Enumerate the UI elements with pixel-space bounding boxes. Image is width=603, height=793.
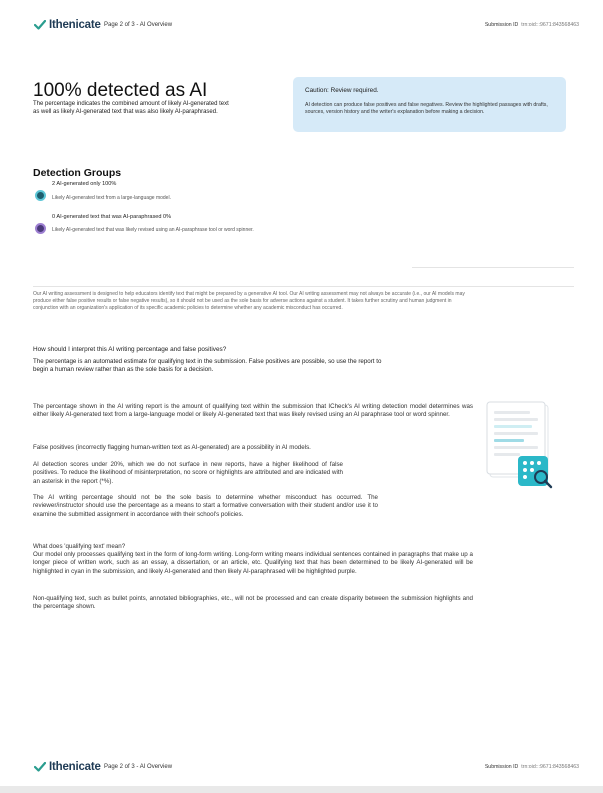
submission-id-value: trn:oid:::9671:843568463 (521, 22, 579, 28)
submission-id (485, 22, 579, 28)
explanation-paragraph: False positives (incorrectly flagging human-written text as AI-generated) are a possibility in AI models. (33, 444, 311, 451)
caution-title: Caution: Review required. (305, 87, 379, 94)
explanation-paragraph: The AI writing percentage should not be the sole basis to determine whether misconduct has occurred. The reviewer/instructor should use the percentage as a means to start a formative conversation with their student and/or use it to examine the submitted assignment in accordance with their school's policies. (33, 494, 378, 518)
divider (33, 286, 574, 287)
brand-logo (34, 761, 104, 773)
submission-id-value: trn:oid:::9671:843568463 (521, 764, 579, 770)
page-header (34, 17, 579, 33)
submission-id-label: Submission ID (484, 764, 519, 770)
page-indicator: Page 2 of 3 - AI Overview (104, 22, 173, 28)
detection-group-description: Likely AI-generated text from a large-language model. (52, 195, 171, 201)
explanation-paragraph: Our model only processes qualifying text in the form of long-form writing. Long-form writing means individual sentences contained in paragraphs that make up a longer piece of written work, such as an essay, a dissertation, or an article, etc. Qualifying text that has been determined to be likely AI-generated will be highlighted in cyan in the submission, and likely AI-generated and then likely AI-paraphrased will be highlighted purple. (33, 551, 473, 575)
caution-box (293, 77, 566, 132)
brand-logo (34, 19, 104, 31)
ai-generated-icon (35, 190, 46, 201)
explanation-paragraph: Non-qualifying text, such as bullet points, annotated bibliographies, etc., will not be processed and can create disparity between the submission highlights and the percentage shown. (33, 595, 473, 611)
submission-id (485, 764, 579, 770)
checkmark-icon (34, 762, 46, 772)
detection-group-label: 0 AI-generated text that was AI-paraphrased 0% (52, 214, 172, 220)
explanation-paragraph: AI detection scores under 20%, which we do not surface in new reports, have a higher likelihood of false positives. To reduce the likelihood of misinterpretation, no score or highlights are attributed and are indicated with an asterisk in the report (*%). (33, 461, 343, 485)
ai-score-headline: 100% detected as AI (33, 80, 208, 101)
page-indicator: Page 2 of 3 - AI Overview (104, 764, 173, 770)
report-illustration-icon (486, 401, 561, 496)
detection-group-description: Likely AI-generated text that was likely revised using an AI-paraphrase tool or word spinner. (52, 227, 254, 233)
explanation-paragraph: The percentage shown in the AI writing report is the amount of qualifying text within the submission that ICheck's AI writing detection model determines was either likely AI-generated text from a large-language model or likely AI-generated text that was likely revised using an AI paraphrase tool or word spinner. (33, 403, 473, 419)
faq-question: How should I interpret this AI writing percentage and false positives? (33, 346, 227, 353)
divider (412, 267, 574, 268)
qualifying-text-title: What does 'qualifying text' mean? (33, 543, 126, 550)
ai-score-description: The percentage indicates the combined amount of likely AI-generated text as well as likely AI-generated text that was also likely AI-paraphrased. (33, 101, 229, 115)
brand-name: Ithenicate (49, 761, 101, 773)
detection-group-label: 2 AI-generated only 100% (52, 181, 117, 187)
checkmark-icon (34, 20, 46, 30)
faq-answer: The percentage is an automated estimate for qualifying text in the submission. False positives are possible, so use the report to begin a human review rather than as the sole basis for a decision. (33, 358, 382, 373)
brand-name: Ithenicate (49, 19, 101, 31)
detection-groups-title: Detection Groups (33, 167, 122, 179)
ai-paraphrased-icon (35, 223, 46, 234)
page-footer (34, 759, 579, 775)
submission-id-label: Submission ID (484, 22, 519, 28)
caution-body: AI detection can produce false positives and false negatives. Review the highlighted passages with drafts, sources, version history and the writer's explanation before making a decision. (305, 102, 548, 115)
disclaimer-text: Our AI writing assessment is designed to help educators identify text that might be prepared by a generative AI tool. Our AI writing assessment may not always be accurate (i.e., our AI models may produce either false positive results or false negative results), so it should not be used as the sole basis for adverse actions against a student. It takes further scrutiny and human judgment in conjunction with an organization's application of its specific academic policies to determine whether any academic misconduct has occurred. (33, 291, 465, 311)
page-separator (0, 786, 603, 793)
